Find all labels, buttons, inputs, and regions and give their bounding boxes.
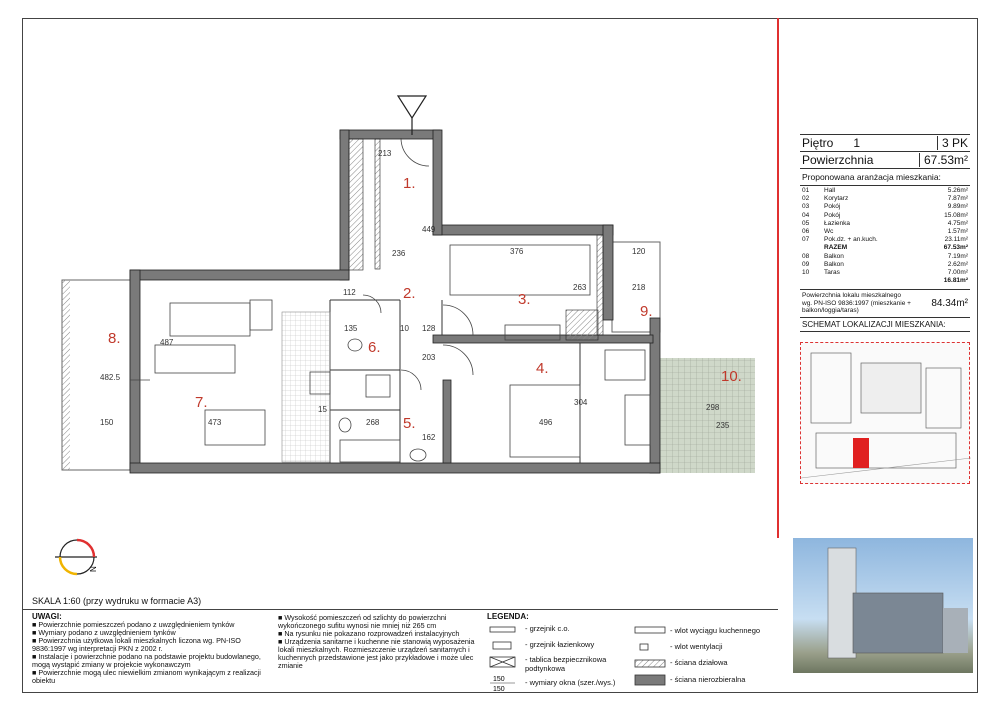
legend-right-2: - wlot wentylacji	[670, 642, 723, 651]
room-label-10: 10.	[721, 368, 742, 385]
room-number: 07	[802, 236, 810, 244]
room-label-6: 6.	[368, 339, 381, 356]
vent-icon	[640, 644, 648, 650]
legend-right-1: - wlot wyciągu kuchennego	[670, 626, 761, 635]
dim-218: 218	[632, 283, 646, 292]
room-label: Pok.dz. + an.kuch.	[824, 236, 878, 244]
kitchen-tiles	[282, 312, 330, 462]
room-number	[802, 277, 824, 285]
room-label: Pokój	[824, 211, 841, 219]
dim-304: 304	[574, 398, 588, 407]
entrance-arrow-icon	[398, 96, 426, 118]
load-bearing-wall-icon	[635, 675, 665, 685]
room-area: 23.11m²	[944, 236, 968, 244]
room-row	[802, 253, 968, 261]
room-area: 7.19m²	[947, 252, 968, 260]
room-number: 01	[802, 187, 810, 194]
apartment-marker	[853, 438, 869, 468]
dim-449: 449	[422, 225, 436, 234]
dim-150: 150	[100, 418, 114, 427]
location-title: SCHEMAT LOKALIZACJI MIESZKANIA:	[800, 318, 970, 332]
notes-title: UWAGI:	[32, 612, 62, 621]
room-number: 04	[802, 211, 810, 219]
kitchen-exhaust-icon	[635, 627, 665, 633]
floor-label: Piętro	[802, 136, 834, 150]
room-area: 2.62m²	[947, 260, 968, 268]
room-list	[800, 186, 970, 286]
room-row	[802, 187, 968, 195]
room-label-2: 2.	[403, 285, 416, 302]
unit-code: 3 PK	[937, 136, 968, 150]
dim-496: 496	[539, 418, 553, 427]
room-area: 4.75m²	[947, 219, 968, 227]
room-row	[802, 236, 968, 244]
room-number	[802, 244, 824, 252]
legend-left-2: - grzejnik łazienkowy	[525, 640, 595, 649]
note-item: ■ Instalacje i powierzchnie podano na podstawie projektu budowlanego, mogą wystąpić zmiany w projekcie wykonawczym	[32, 652, 261, 669]
area-row	[800, 152, 970, 169]
scale-label: SKALA 1:60 (przy wydruku w formacie A3)	[32, 596, 202, 606]
area-label: Powierzchnia	[802, 153, 874, 167]
interior-lines	[330, 300, 580, 463]
room-label	[824, 277, 928, 285]
dim-128: 128	[422, 324, 436, 333]
note-item: ■ Urządzenia sanitarne i kuchenne nie stanowią wyposażenia lokali mieszkalnych. Rozmieszczenie urządzeń sanitarnych i kuchennych przedstawione jest jako przykładowe i może ulec zmianie	[278, 637, 475, 670]
window-width: 150	[493, 676, 505, 683]
legend-left-3: - tablica bezpiecznikowa podtynkowa	[525, 655, 607, 673]
room-label-5: 5.	[403, 415, 416, 432]
dim-298: 298	[706, 403, 720, 412]
note-item: ■ Na rysunku nie pokazano rozprowadzeń instalacyjnych	[278, 629, 460, 638]
legend-left-4: - wymiary okna (szer./wys.)	[525, 678, 616, 687]
room-row	[802, 261, 968, 269]
note-item: ■ Powierzchnia użytkowa lokali mieszkalnych liczona wg. PN-ISO 9836:1997 wg interpretacji PKN z 2002 r.	[32, 636, 241, 653]
svg-text:N: N	[89, 566, 98, 572]
building-photo	[793, 538, 973, 673]
dim-376: 376	[510, 247, 524, 256]
usable-area-row	[800, 289, 970, 318]
room-label: Hall	[824, 187, 836, 194]
info-panel	[800, 134, 970, 332]
room-area: 7.87m²	[947, 195, 968, 203]
room-row	[802, 269, 968, 277]
room-label-4: 4.	[536, 360, 549, 377]
room-area: 67.53m²	[943, 244, 968, 252]
note-item: ■ Powierzchnie pomieszczeń podano z uwzględnieniem tynków	[32, 620, 235, 629]
room-label-7: 7.	[195, 394, 208, 411]
dim-203: 203	[422, 353, 436, 362]
room-row	[802, 228, 968, 236]
dim-235: 235	[716, 421, 730, 430]
red-separator	[777, 18, 779, 538]
room-number: 02	[802, 195, 810, 203]
notes-divider	[22, 609, 778, 610]
room-row	[802, 244, 968, 252]
room-label-8: 8.	[108, 330, 121, 347]
room-number: 05	[802, 219, 810, 227]
room-row	[802, 220, 968, 228]
usable-area-value: 84.34m²	[931, 298, 968, 310]
room-label: Wc	[824, 228, 834, 236]
partition-walls	[349, 139, 603, 340]
dim-268: 268	[366, 418, 380, 427]
room-area: 7.00m²	[947, 269, 968, 277]
notes-column-2	[278, 614, 478, 670]
note-item: ■ Wymiary podano z uwzględnieniem tynków	[32, 628, 176, 637]
dim-15: 15	[318, 405, 327, 414]
room-label-1: 1.	[403, 175, 416, 192]
bathroom-radiator-icon	[493, 642, 511, 649]
room-number: 09	[802, 260, 810, 268]
window-height: 150	[493, 686, 505, 693]
room-row	[802, 212, 968, 220]
room-number: 06	[802, 228, 810, 236]
room-row	[802, 203, 968, 211]
room-label: Pokój	[824, 203, 841, 211]
room-area: 1.57m²	[947, 228, 968, 236]
dim-263: 263	[573, 283, 587, 292]
room-area: 16.81m²	[943, 277, 968, 285]
room-area: 9.89m²	[947, 203, 968, 211]
legend-right-4: - ściana nierozbieralna	[670, 675, 746, 684]
radiator-icon	[490, 627, 515, 632]
room-label: Korytarz	[824, 195, 849, 203]
partition-wall-icon	[635, 660, 665, 667]
legend-left-1: - grzejnik c.o.	[525, 624, 570, 633]
dim-473: 473	[208, 418, 222, 427]
dim-213: 213	[378, 149, 392, 158]
legend-title: LEGENDA:	[487, 612, 529, 621]
room-label: Balkon	[824, 260, 844, 268]
dim-162: 162	[422, 433, 436, 442]
room-label-3: 3.	[518, 291, 531, 308]
room-label: Łazienka	[824, 219, 851, 227]
dim-487: 487	[160, 338, 174, 347]
room-number: 10	[802, 269, 810, 277]
room-label: RAZEM	[824, 244, 848, 252]
room-number: 08	[802, 252, 810, 260]
room-label: Taras	[824, 269, 840, 277]
arrangement-title: Proponowana aranżacja mieszkania:	[800, 169, 970, 186]
location-map	[800, 342, 970, 484]
room-number: 03	[802, 203, 810, 211]
note-item: ■ Wysokość pomieszczeń od szlichty do powierzchni wykończonego sufitu wynosi nie mniej niż 265 cm	[278, 613, 447, 630]
dim-236: 236	[392, 249, 406, 258]
note-item: ■ Powierzchnie mogą ulec niewielkim zmianom wynikającym z realizacji obiektu	[32, 668, 261, 685]
usable-area-label: Powierzchnia lokalu mieszkalnego wg. PN-ISO 9836:1997 (mieszkanie + balkon/loggia/taras)	[802, 292, 911, 315]
notes-column-1	[32, 621, 272, 685]
room-row	[802, 195, 968, 203]
dim-482-5: 482.5	[100, 373, 121, 382]
room-label-9: 9.	[640, 303, 653, 320]
dim-10: 10	[400, 324, 409, 333]
floor-value: 1	[853, 136, 861, 150]
room-label: Balkon	[824, 252, 844, 260]
room-area: 15.08m²	[944, 211, 968, 219]
dim-135: 135	[344, 324, 358, 333]
dim-112: 112	[343, 288, 356, 297]
area-value: 67.53m²	[919, 153, 968, 167]
compass-icon	[55, 540, 98, 574]
room-area: 5.26m²	[947, 187, 968, 194]
room-row	[802, 277, 968, 285]
dim-120: 120	[632, 247, 646, 256]
legend-right-3: - ściana działowa	[670, 658, 728, 667]
floor-row	[800, 134, 970, 152]
